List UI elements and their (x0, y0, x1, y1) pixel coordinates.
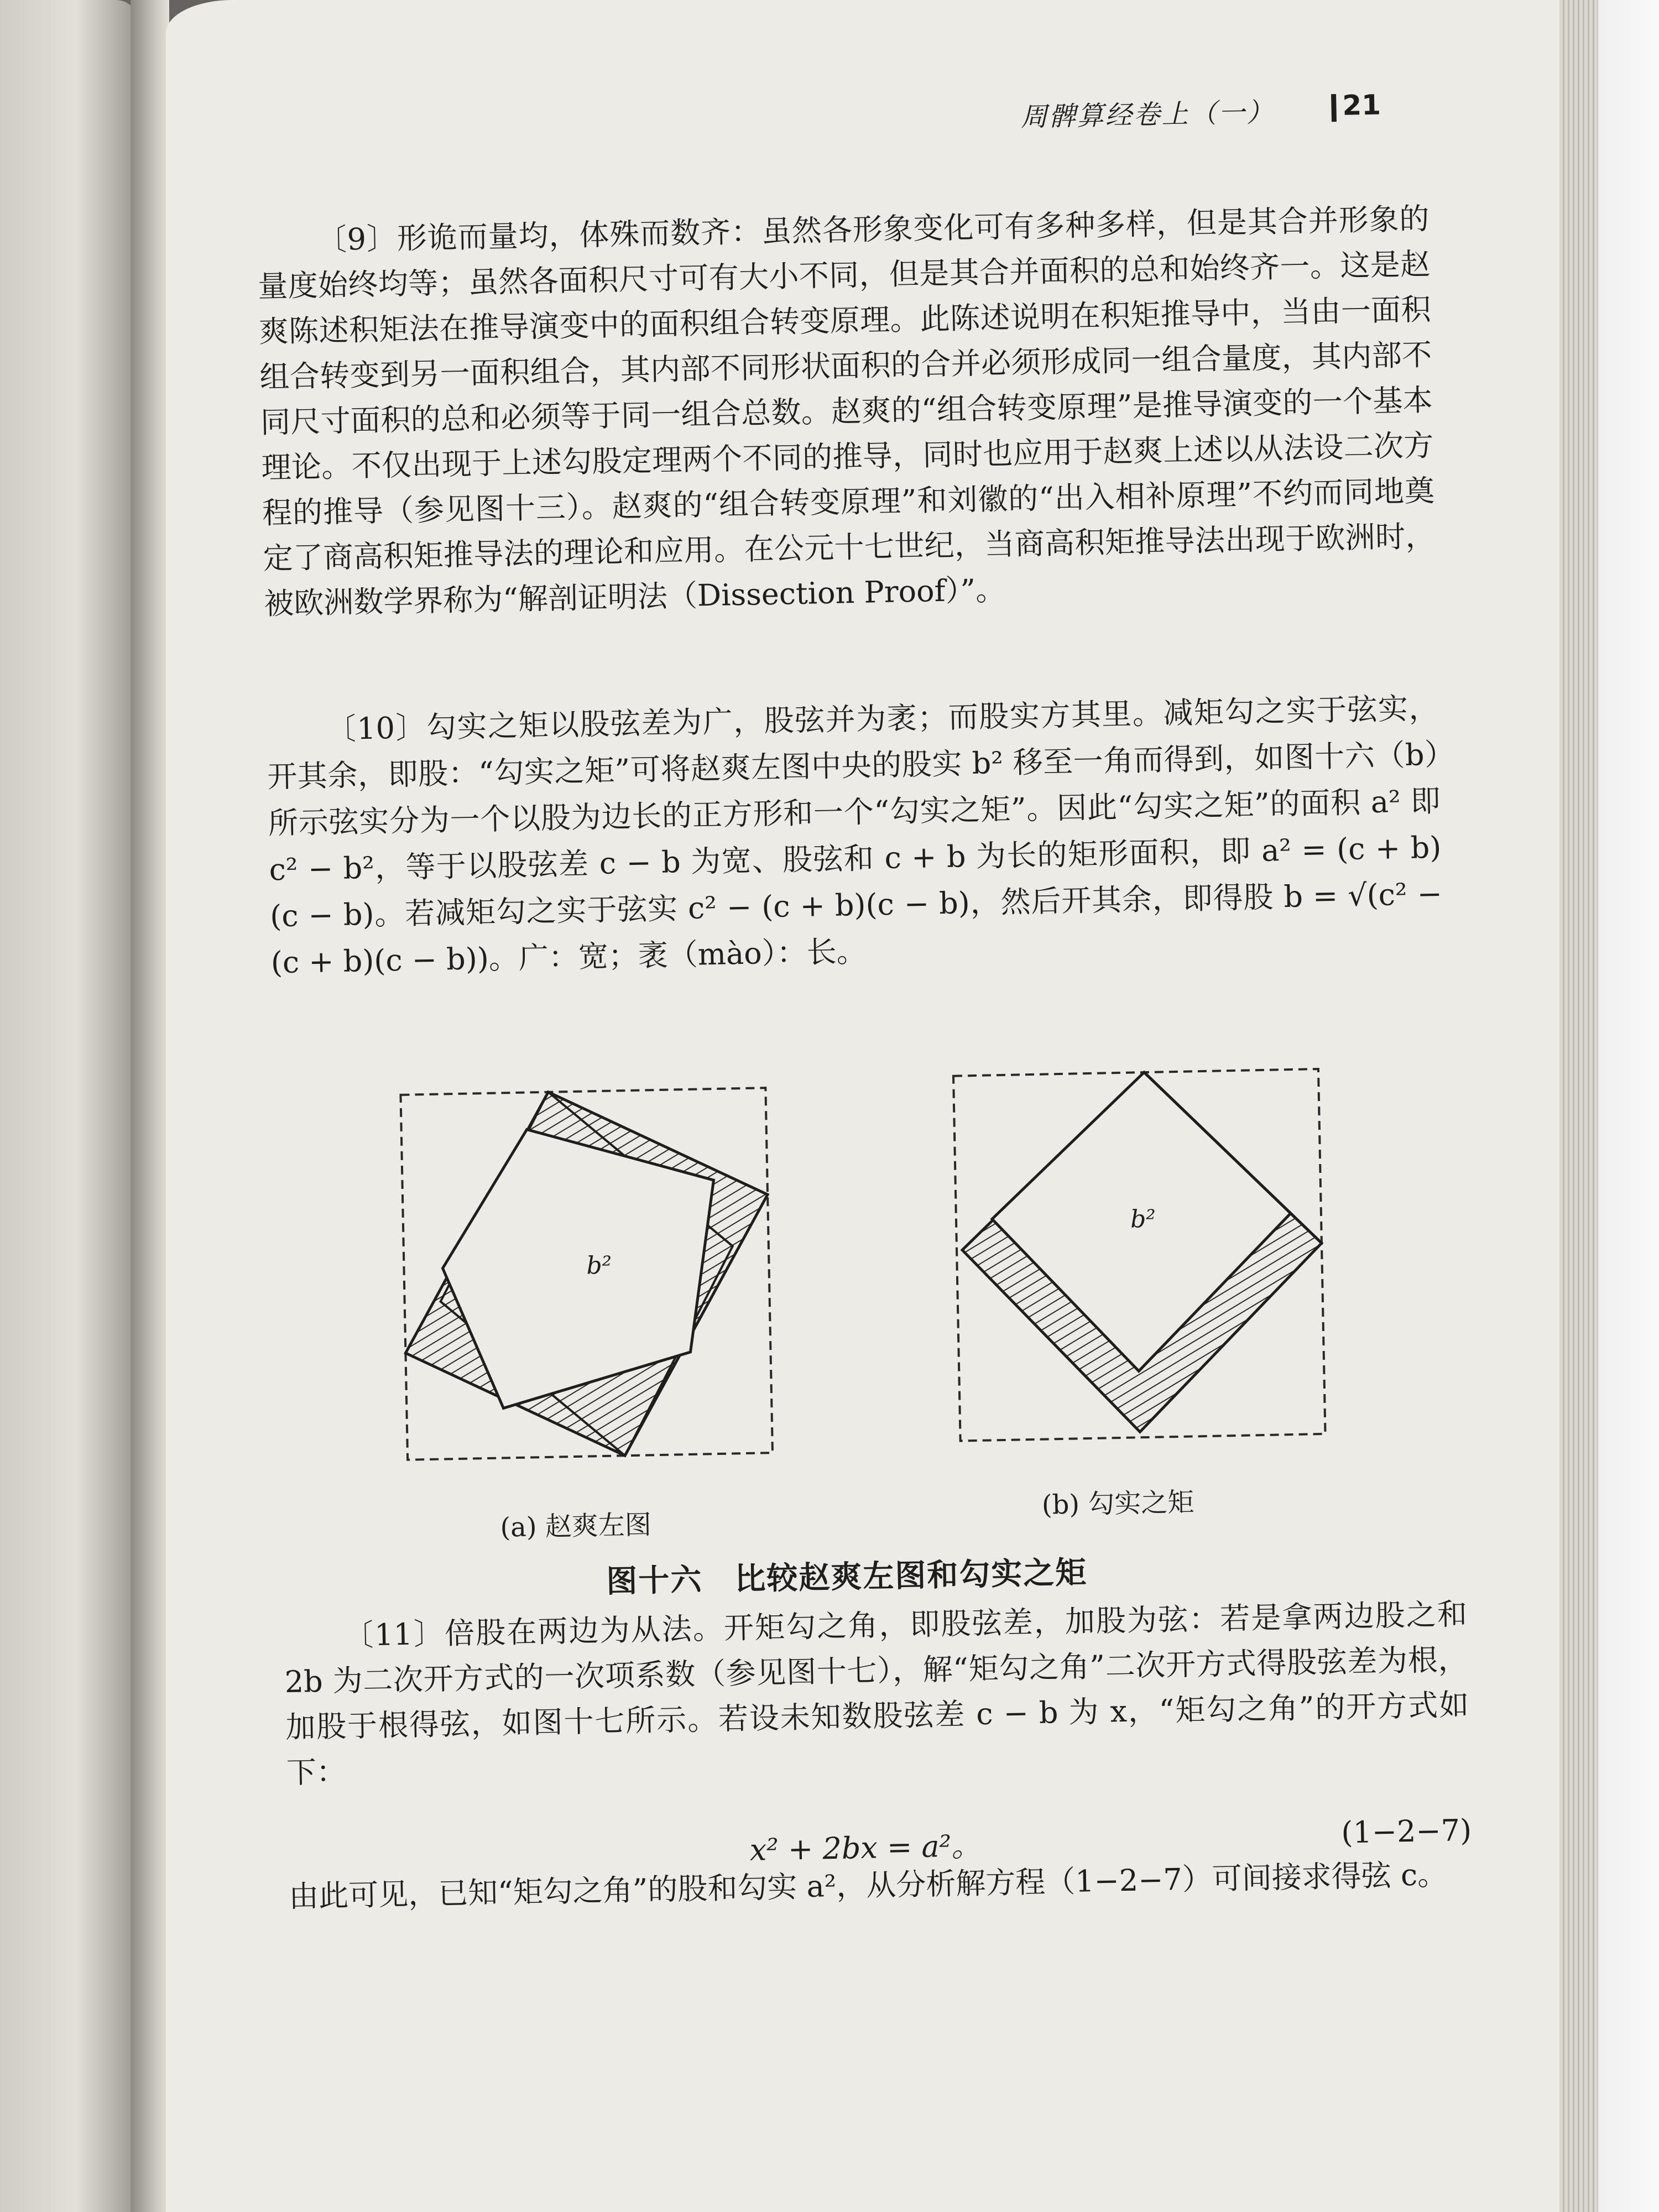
label-b2-b: b² (1130, 1204, 1156, 1234)
figure-16 (387, 1062, 1378, 1479)
note-9: 〔9〕形诡而量均，体殊而数齐：虽然各形象变化可有多种多样，但是其合并形象的量度始终均等；虽然各面积尺寸可有大小不同，但是其合并面积的总和始终齐一。这是赵爽陈述积矩法在推导演变中的面积组合转变原理。此陈述说明在积矩推导中，当由一面积组合转变到另一面积组合，其内部不同形状面积的合并必须形成同一组合量度，其内部不同尺寸面积的总和必须等于同一组合总数。赵爽的“组合转变原理”是推导演变的一个基本理论。不仅出现于上述勾股定理两个不同的推导，同时也应用于赵爽上述以从法设二次方程的推导（参见图十三）。赵爽的“组合转变原理”和刘徽的“出入相补原理”不约而同地奠定了商高积矩推导法的理论和应用。在公元十七世纪，当商高积矩推导法出现于欧洲时，被欧洲数学界称为“解剖证明法（Dissection Proof）”。 (257, 201, 1436, 622)
figure-16-diagrams (387, 1062, 1378, 1479)
page-number: 21 (1342, 88, 1381, 122)
note-10: 〔10〕勾实之矩以股弦差为广，股弦并为袤；而股实方其里。减矩勾之实于弦实，开其余，即股：“勾实之矩”可将赵爽左图中央的股实 b² 移至一角而得到，如图十六（b）所示弦实分为一个以股为边长的正方形和一个“勾实之矩”。因此“勾实之矩”的面积 a² 即 c² − b²，等于以股弦差 c − b 为宽、股弦和 c + b 为长的矩形面积，即 a² = (c + b)(c − b)。若减矩勾之实于弦实 c² − (c + b)(c − b)，然后开其余，即得股 b = √(c² − (c + b)(c − b))。广：宽；袤（mào）：长。 (267, 690, 1443, 980)
running-title: 周髀算经卷上（一） (1020, 97, 1275, 133)
caption-b: (b) 勾实之矩 (1041, 1486, 1194, 1521)
caption-a: (a) 赵爽左图 (499, 1509, 652, 1543)
diagram-b-gou-shi-zhi-ju (953, 1069, 1326, 1441)
figure-title: 图十六 比较赵爽左图和勾实之矩 (606, 1554, 1088, 1600)
label-b2-a: b² (586, 1251, 612, 1280)
equation-number: (1−2−7) (1340, 1812, 1472, 1850)
note-11: 〔11〕倍股在两边为从法。开矩勾之角，即股弦差，加股为弦：若是拿两边股之和 2b 为二次开方式的一次项系数（参见图十七），解“矩勾之角”二次开方式得股弦差为根，加股于根得弦，如图十七所示。若设未知数股弦差 c − b 为 x，“矩勾之角”的开方式如下： (284, 1597, 1469, 1791)
equation-1-2-7: x² + 2bx = a²。 (749, 1828, 982, 1868)
conclusion-paragraph: 由此可见，已知“矩勾之角”的股和勾实 a²，从分析解方程（1−2−7）可间接求得弦 c。 (288, 1856, 1448, 1914)
header-divider (1331, 94, 1337, 122)
